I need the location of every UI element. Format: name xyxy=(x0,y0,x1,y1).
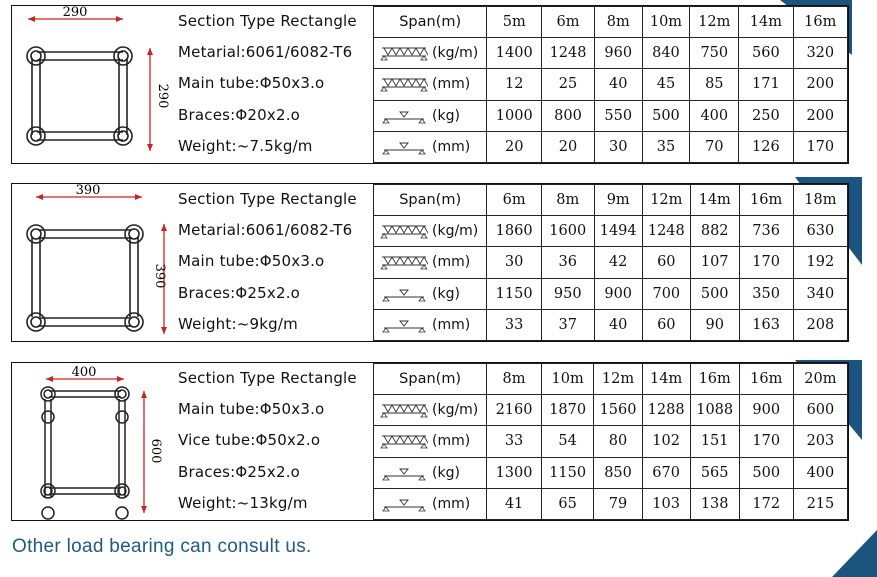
udl-load-icon xyxy=(380,45,428,61)
span-column-header: 10m xyxy=(541,364,594,395)
table-cell: 1248 xyxy=(642,216,690,247)
table-cell: 30 xyxy=(487,247,542,278)
table-cell: 54 xyxy=(541,426,594,457)
table-cell: 750 xyxy=(690,38,739,69)
span-column-header: 18m xyxy=(793,185,847,216)
row-label-cell xyxy=(374,278,487,309)
table-cell: 1400 xyxy=(487,38,542,69)
section-type: Section Type Rectangle xyxy=(178,190,357,208)
table-cell: 1560 xyxy=(594,395,642,426)
table-cell: 45 xyxy=(642,69,690,100)
span-column-header: 20m xyxy=(793,364,847,395)
truss-cross-section-diagram xyxy=(12,184,172,342)
table-cell: 170 xyxy=(793,131,847,162)
table-cell: 950 xyxy=(541,278,594,309)
weight: Weight:~13kg/m xyxy=(178,493,308,512)
table-cell: 850 xyxy=(594,457,642,488)
spec-description xyxy=(178,363,383,519)
section-type: Section Type Rectangle xyxy=(178,369,357,387)
load-table xyxy=(373,363,848,520)
table-cell: 70 xyxy=(690,131,739,162)
table-cell: 65 xyxy=(541,488,594,519)
table-cell: 800 xyxy=(542,100,595,131)
table-cell: 400 xyxy=(793,457,847,488)
table-cell: 600 xyxy=(793,395,847,426)
height-dimension-label: 390 xyxy=(152,263,167,289)
table-cell: 90 xyxy=(690,309,739,340)
table-cell: 1870 xyxy=(541,395,594,426)
table-cell: 400 xyxy=(690,100,739,131)
table-row xyxy=(374,69,848,100)
span-column-header: 12m xyxy=(642,185,690,216)
table-cell: 1288 xyxy=(642,395,690,426)
row-label-cell xyxy=(374,131,487,162)
table-cell: 170 xyxy=(739,426,793,457)
table-cell: 550 xyxy=(594,100,642,131)
braces: Braces:Φ20x2.o xyxy=(178,105,301,124)
table-cell: 60 xyxy=(642,309,690,340)
span-column-header: 8m xyxy=(487,364,542,395)
table-cell: 85 xyxy=(690,69,739,100)
span-header: Span(m) xyxy=(374,185,487,216)
row-unit-label: (kg) xyxy=(432,107,460,124)
table-row xyxy=(374,38,848,69)
spec-description xyxy=(178,184,383,340)
table-cell: 163 xyxy=(739,309,793,340)
table-header-row xyxy=(374,185,848,216)
row-label-cell xyxy=(374,395,487,426)
braces: Braces:Φ25x2.o xyxy=(178,283,301,302)
table-cell: 20 xyxy=(487,131,542,162)
braces: Braces:Φ25x2.o xyxy=(178,462,301,481)
table-cell: 35 xyxy=(642,131,690,162)
spec-section-390 xyxy=(11,183,849,342)
span-column-header: 9m xyxy=(594,185,642,216)
corner-wedge-bottom xyxy=(832,530,877,577)
table-row xyxy=(374,488,848,519)
width-dimension-label: 290 xyxy=(62,6,88,20)
table-cell: 33 xyxy=(487,309,542,340)
row-label-cell xyxy=(374,69,487,100)
table-row xyxy=(374,395,848,426)
table-cell: 350 xyxy=(739,278,793,309)
udl-deflection-icon xyxy=(380,254,428,270)
table-row xyxy=(374,457,848,488)
truss-cross-section-diagram xyxy=(12,6,172,164)
section-type: Section Type Rectangle xyxy=(178,12,357,30)
spec-section-290 xyxy=(11,5,849,164)
table-cell: 1088 xyxy=(690,395,739,426)
row-unit-label: (kg/m) xyxy=(432,402,479,419)
table-row xyxy=(374,216,848,247)
table-cell: 79 xyxy=(594,488,642,519)
table-cell: 565 xyxy=(690,457,739,488)
span-column-header: 16m xyxy=(739,364,793,395)
table-cell: 250 xyxy=(739,100,793,131)
span-column-header: 8m xyxy=(541,185,594,216)
span-column-header: 12m xyxy=(690,7,739,38)
spec-description xyxy=(178,6,383,162)
table-cell: 2160 xyxy=(487,395,542,426)
table-cell: 1248 xyxy=(542,38,595,69)
footer-note: Other load bearing can consult us. xyxy=(12,536,312,557)
point-load-icon xyxy=(380,286,428,302)
table-row xyxy=(374,100,848,131)
width-dimension-label: 390 xyxy=(75,184,101,198)
span-column-header: 12m xyxy=(594,364,642,395)
main-tube: Main tube:Φ50x3.o xyxy=(178,400,325,419)
row-label-cell xyxy=(374,247,487,278)
row-unit-label: (mm) xyxy=(432,254,471,271)
table-cell: 42 xyxy=(594,247,642,278)
table-cell: 30 xyxy=(594,131,642,162)
material: Metarial:6061/6082-T6 xyxy=(178,43,353,62)
table-cell: 1300 xyxy=(487,457,542,488)
table-cell: 20 xyxy=(542,131,595,162)
height-dimension-label: 600 xyxy=(148,438,163,464)
table-cell: 320 xyxy=(793,38,847,69)
row-unit-label: (kg/m) xyxy=(432,45,479,62)
table-cell: 500 xyxy=(739,457,793,488)
span-column-header: 6m xyxy=(487,185,542,216)
row-unit-label: (mm) xyxy=(432,316,471,333)
table-cell: 960 xyxy=(594,38,642,69)
table-cell: 40 xyxy=(594,69,642,100)
row-unit-label: (mm) xyxy=(432,433,471,450)
weight: Weight:~9kg/m xyxy=(178,314,298,333)
table-row xyxy=(374,131,848,162)
span-column-header: 14m xyxy=(690,185,739,216)
span-column-header: 5m xyxy=(487,7,542,38)
span-column-header: 16m xyxy=(793,7,847,38)
span-column-header: 14m xyxy=(739,7,793,38)
table-cell: 900 xyxy=(594,278,642,309)
row-label-cell xyxy=(374,457,487,488)
table-cell: 700 xyxy=(642,278,690,309)
row-label-cell xyxy=(374,216,487,247)
span-column-header: 8m xyxy=(594,7,642,38)
table-row xyxy=(374,247,848,278)
material: Metarial:6061/6082-T6 xyxy=(178,221,353,240)
row-label-cell xyxy=(374,426,487,457)
point-load-icon xyxy=(380,108,428,124)
row-unit-label: (mm) xyxy=(432,495,471,512)
udl-load-icon xyxy=(380,402,428,418)
table-header-row xyxy=(374,7,848,38)
row-label-cell xyxy=(374,38,487,69)
table-cell: 208 xyxy=(793,309,847,340)
row-unit-label: (mm) xyxy=(432,138,471,155)
load-table xyxy=(373,184,848,341)
table-cell: 172 xyxy=(739,488,793,519)
table-cell: 171 xyxy=(739,69,793,100)
main-tube: Main tube:Φ50x3.o xyxy=(178,74,325,93)
table-cell: 630 xyxy=(793,216,847,247)
point-load-icon xyxy=(380,465,428,481)
table-cell: 37 xyxy=(541,309,594,340)
table-cell: 1150 xyxy=(541,457,594,488)
table-cell: 40 xyxy=(594,309,642,340)
table-cell: 1150 xyxy=(487,278,542,309)
point-deflection-icon xyxy=(380,496,428,512)
table-cell: 107 xyxy=(690,247,739,278)
table-cell: 900 xyxy=(739,395,793,426)
table-cell: 36 xyxy=(541,247,594,278)
udl-deflection-icon xyxy=(380,76,428,92)
weight: Weight:~7.5kg/m xyxy=(178,136,313,155)
table-cell: 192 xyxy=(793,247,847,278)
table-cell: 882 xyxy=(690,216,739,247)
table-cell: 840 xyxy=(642,38,690,69)
table-cell: 500 xyxy=(642,100,690,131)
table-cell: 1000 xyxy=(487,100,542,131)
udl-deflection-icon xyxy=(380,433,428,449)
height-dimension-label: 290 xyxy=(155,83,170,109)
row-label-cell xyxy=(374,488,487,519)
table-cell: 670 xyxy=(642,457,690,488)
row-unit-label: (kg/m) xyxy=(432,223,479,240)
table-cell: 102 xyxy=(642,426,690,457)
spec-section-400x600 xyxy=(11,362,849,521)
table-cell: 500 xyxy=(690,278,739,309)
table-cell: 25 xyxy=(542,69,595,100)
row-label-cell xyxy=(374,100,487,131)
table-cell: 80 xyxy=(594,426,642,457)
vice-tube: Vice tube:Φ50x2.o xyxy=(178,431,321,450)
span-column-header: 14m xyxy=(642,364,690,395)
table-cell: 1494 xyxy=(594,216,642,247)
span-column-header: 10m xyxy=(642,7,690,38)
table-cell: 1600 xyxy=(541,216,594,247)
table-cell: 1860 xyxy=(487,216,542,247)
table-header-row xyxy=(374,364,848,395)
table-cell: 126 xyxy=(739,131,793,162)
point-deflection-icon xyxy=(380,317,428,333)
table-cell: 200 xyxy=(793,69,847,100)
table-cell: 200 xyxy=(793,100,847,131)
width-dimension-label: 400 xyxy=(71,365,97,380)
row-label-cell xyxy=(374,309,487,340)
udl-load-icon xyxy=(380,223,428,239)
table-cell: 203 xyxy=(793,426,847,457)
row-unit-label: (mm) xyxy=(432,76,471,93)
table-cell: 151 xyxy=(690,426,739,457)
row-unit-label: (kg) xyxy=(432,464,460,481)
span-header: Span(m) xyxy=(374,7,487,38)
table-cell: 170 xyxy=(739,247,793,278)
table-cell: 736 xyxy=(739,216,793,247)
span-header: Span(m) xyxy=(374,364,487,395)
row-unit-label: (kg) xyxy=(432,285,460,302)
table-cell: 560 xyxy=(739,38,793,69)
span-column-header: 6m xyxy=(542,7,595,38)
load-table xyxy=(373,6,848,163)
table-row xyxy=(374,278,848,309)
table-cell: 340 xyxy=(793,278,847,309)
table-row xyxy=(374,309,848,340)
main-tube: Main tube:Φ50x3.o xyxy=(178,252,325,271)
table-cell: 41 xyxy=(487,488,542,519)
table-cell: 60 xyxy=(642,247,690,278)
table-cell: 215 xyxy=(793,488,847,519)
table-cell: 103 xyxy=(642,488,690,519)
table-cell: 12 xyxy=(487,69,542,100)
table-cell: 138 xyxy=(690,488,739,519)
table-row xyxy=(374,426,848,457)
point-deflection-icon xyxy=(380,139,428,155)
span-column-header: 16m xyxy=(739,185,793,216)
table-cell: 33 xyxy=(487,426,542,457)
span-column-header: 16m xyxy=(690,364,739,395)
truss-cross-section-diagram xyxy=(12,363,172,521)
